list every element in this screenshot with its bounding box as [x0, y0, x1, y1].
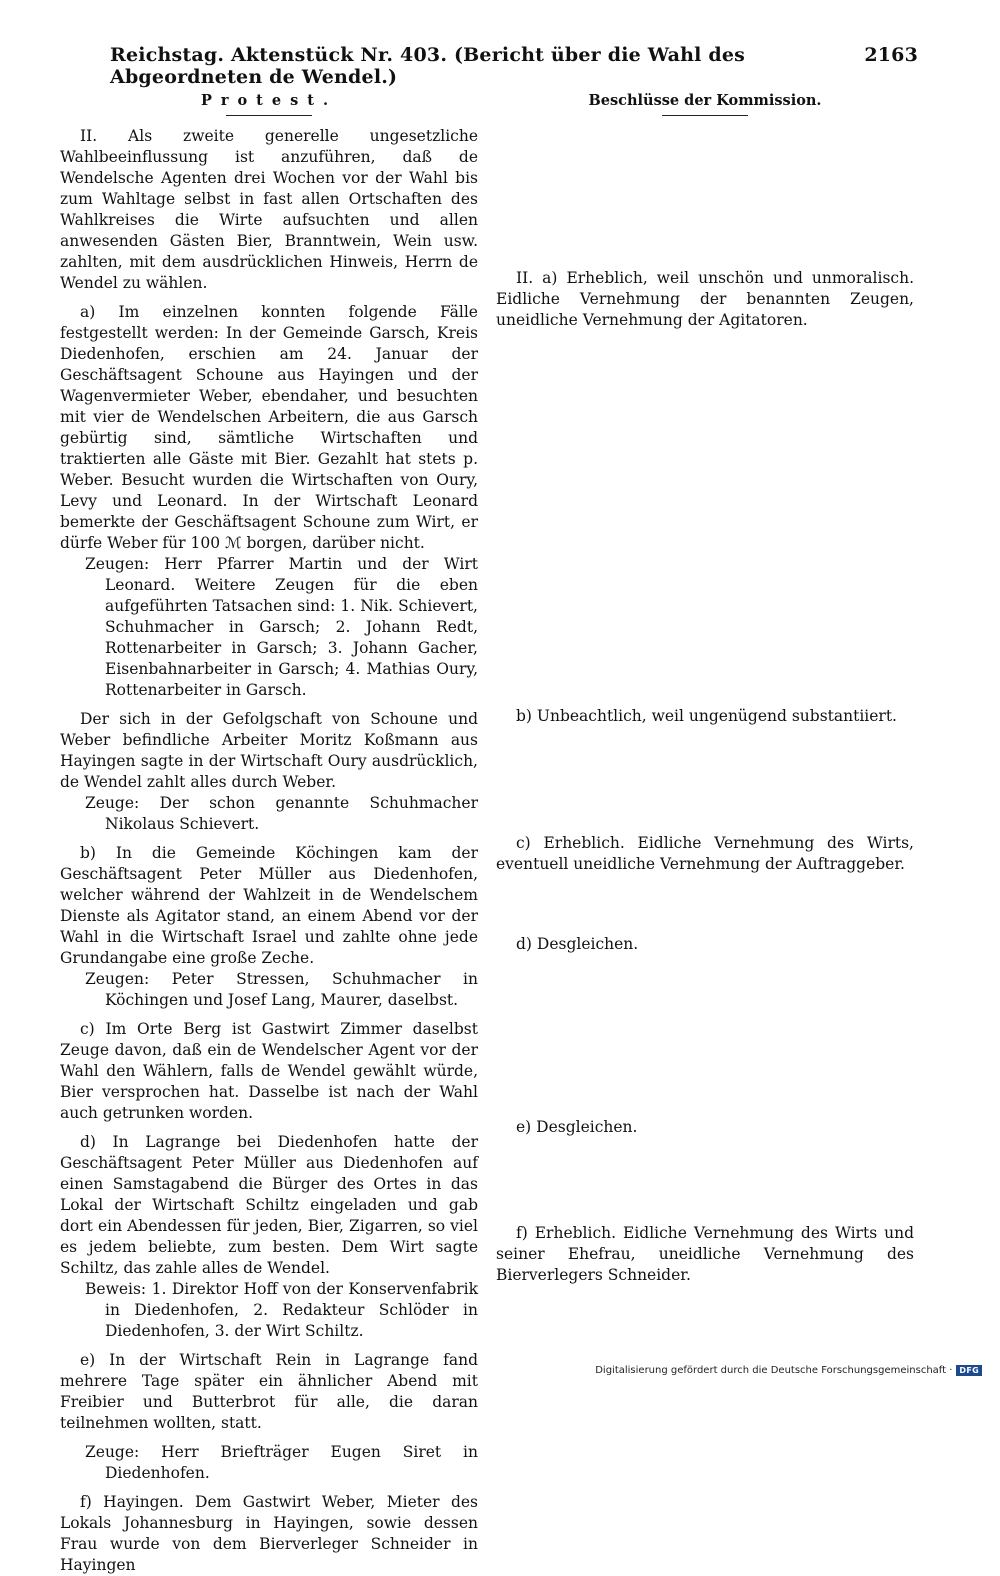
paragraph-II: II. Als zweite generelle ungesetzliche Wahlbeeinflussung ist anzuführen, daß de Wendelsche Agenten drei Wochen vor der Wahl bis zum Wahltage selbst in fast allen Ortschaften des Wahlkreises die Wirte aufsuchten und allen anwesenden Gästen Bier, Branntwein, Wein usw. zahlten, mit dem ausdrücklichen Hinweis, Herrn de Wendel zu wählen.	[60, 127, 478, 292]
decision-c: c) Erheblich. Eidliche Vernehmung des Wirts, eventuell uneidliche Vernehmung der Auftraggeber.	[496, 834, 914, 873]
paragraph-a: a) Im einzelnen konnten folgende Fälle festgestellt werden: In der Gemeinde Garsch, Kreis Diedenhofen, erschien am 24. Januar der Geschäftsagent Schoune aus Hayingen und der Wagenvermieter Weber, ebendaher, und besuchten mit vier de Wendelschen Arbeitern, die aus Garsch gebürtig sind, sämtliche Wirtschaften und traktierten alle Gäste mit Bier. Gezahlt hat stets p. Weber. Besucht wurden die Wirtschaften von Oury, Levy und Leonard. In der Wirtschaft Leonard bemerkte der Geschäftsagent Schoune zum Wirt, er dürfe Weber für 100 ℳ borgen, darüber nicht.	[60, 303, 478, 552]
commission-title: Beschlüsse der Kommission.	[588, 92, 822, 109]
commission-heading	[496, 92, 914, 116]
paragraph-c: c) Im Orte Berg ist Gastwirt Zimmer daselbst Zeuge davon, daß ein de Wendelscher Agent vor der Wahl den Wählern, falls de Wendel gewählt würde, Bier versprochen hat. Dasselbe ist nach der Wahl auch getrunken worden.	[60, 1020, 478, 1122]
heading-rule	[226, 115, 312, 116]
credit-text: Digitalisierung gefördert durch die Deutsche Forschungsgemeinschaft ·	[595, 1365, 953, 1376]
page-number: 2163	[864, 44, 918, 66]
decision-f: f) Erheblich. Eidliche Vernehmung des Wirts und seiner Ehefrau, uneidliche Vernehmung des Bierverlegers Schneider.	[496, 1224, 914, 1284]
protest-heading	[60, 92, 478, 116]
paragraph-f: f) Hayingen. Dem Gastwirt Weber, Mieter des Lokals Johannesburg in Hayingen, sowie dessen Frau wurde von dem Bierverleger Schneider in Hayingen	[60, 1493, 478, 1574]
paragraph-b: b) In die Gemeinde Köchingen kam der Geschäftsagent Peter Müller aus Diedenhofen, welcher während der Wahlzeit in de Wendelschem Dienste als Agitator stand, an einem Abend vor der Wahl in die Wirtschaft Israel und zahlte ohne jede Grundangabe eine große Zeche.	[60, 844, 478, 967]
decision-e: e) Desgleichen.	[516, 1118, 638, 1136]
evidence-d: Beweis: 1. Direktor Hoff von der Konservenfabrik in Diedenhofen, 2. Redakteur Schlöder in Diedenhofen, 3. der Wirt Schiltz.	[85, 1280, 478, 1340]
digitization-credit	[595, 1365, 982, 1376]
running-title: Reichstag. Aktenstück Nr. 403. (Bericht über die Wahl des Abgeordneten de Wendel.)	[110, 44, 746, 88]
heading-rule	[662, 115, 748, 116]
witness-a2: Zeuge: Der schon genannte Schuhmacher Nikolaus Schievert.	[85, 794, 478, 833]
witness-b: Zeugen: Peter Stressen, Schuhmacher in Köchingen und Josef Lang, Maurer, daselbst.	[85, 970, 478, 1009]
running-header	[110, 44, 918, 88]
paragraph-e: e) In der Wirtschaft Rein in Lagrange fand mehrere Tage später ein ähnlicher Abend mit Freibier und Butterbrot für alle, die daran teilnehmen wollten, statt.	[60, 1351, 478, 1432]
protest-column	[60, 92, 478, 1576]
paragraph-d: d) In Lagrange bei Diedenhofen hatte der Geschäftsagent Peter Müller aus Diedenhofen auf einen Samstagabend die Bürger des Ortes in das Lokal der Wirtschaft Schiltz eingeladen und gab dort ein Abendessen für jeden, Bier, Zigarren, so viel es jedem beliebte, zum besten. Dem Wirt sagte Schiltz, das zahle alles de Wendel.	[60, 1133, 478, 1277]
commission-column	[496, 92, 914, 1284]
dfg-logo: DFG	[956, 1365, 982, 1376]
paragraph-a2: Der sich in der Gefolgschaft von Schoune und Weber befindliche Arbeiter Moritz Koßmann aus Hayingen sagte in der Wirtschaft Oury ausdrücklich, de Wendel zahlt alles durch Weber.	[60, 710, 478, 791]
witness-a: Zeugen: Herr Pfarrer Martin und der Wirt Leonard. Weitere Zeugen für die eben aufgeführten Tatsachen sind: 1. Nik. Schievert, Schuhmacher in Garsch; 2. Johann Redt, Rottenarbeiter in Garsch; 3. Johann Gacher, Eisenbahnarbeiter in Garsch; 4. Mathias Oury, Rottenarbeiter in Garsch.	[85, 555, 478, 699]
decision-a: II. a) Erheblich, weil unschön und unmoralisch. Eidliche Vernehmung der benannten Zeugen, uneidliche Vernehmung der Agitatoren.	[496, 269, 914, 329]
protest-title: Protest.	[200, 92, 338, 109]
decision-d: d) Desgleichen.	[516, 935, 639, 953]
decision-b: b) Unbeachtlich, weil ungenügend substantiiert.	[516, 707, 897, 725]
witness-e: Zeuge: Herr Briefträger Eugen Siret in Diedenhofen.	[85, 1443, 478, 1482]
